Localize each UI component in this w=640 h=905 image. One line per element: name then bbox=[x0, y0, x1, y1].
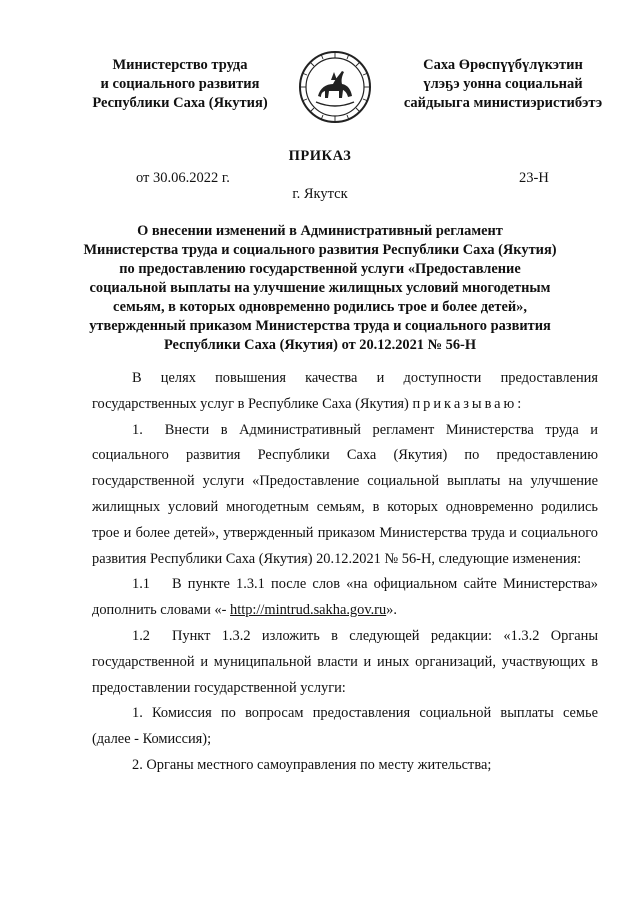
document-title bbox=[60, 222, 580, 355]
ministry-name-russian bbox=[80, 56, 280, 113]
document-number: 23-Н bbox=[519, 170, 549, 186]
header-line: сайдыыга министиэристибэтэ bbox=[403, 95, 603, 111]
title-line: О внесении изменений в Административный регламент bbox=[137, 223, 503, 239]
paragraph-1-1 bbox=[92, 572, 598, 624]
document-type: ПРИКАЗ bbox=[288, 148, 352, 164]
item-number: 1. bbox=[132, 421, 143, 438]
list-item-commission: 1. Комиссия по вопросам предоставления социальной выплаты семье (далее - Комиссия); bbox=[92, 705, 598, 748]
title-line: социальной выплаты на улучшение жилищных условий многодетным bbox=[89, 280, 551, 296]
coat-of-arms-icon bbox=[298, 50, 372, 124]
title-line: Министерства труда и социального развития Республики Саха (Якутия) bbox=[83, 242, 557, 258]
paragraph-text: В пункте 1.3.1 после слов «на официальном сайте Министерства» дополнить словами «- bbox=[92, 576, 598, 619]
title-line: по предоставлению государственной услуги «Предоставление bbox=[119, 261, 521, 277]
item-number: 1.1 bbox=[132, 576, 150, 593]
paragraph-1 bbox=[92, 418, 598, 573]
paragraph-text: Внести в Административный регламент Министерства труда и социального развития Республики Саха (Якутия) по предоставлению государственной услуги «Предоставление социальной выплаты на улучшение жилищных условий многодетным семьям, в которых одновременно родились трое и более детей», утвержденный приказом Министерства труда и социального развития Республики Саха (Якутия) 20.12.2021 № 56-Н, следующие изменения: bbox=[92, 421, 598, 567]
header-line: Республики Саха (Якутия) bbox=[92, 95, 268, 111]
title-line: утвержденный приказом Министерства труда и социального развития bbox=[89, 318, 551, 334]
paragraph-end: ». bbox=[386, 602, 397, 619]
header-line: и социального развития bbox=[100, 76, 260, 92]
title-line: семьям, в которых одновременно родились трое и более детей», bbox=[113, 299, 527, 315]
item-number: 1.2 bbox=[132, 627, 150, 644]
ministry-website-link[interactable]: http://mintrud.sakha.gov.ru bbox=[230, 602, 387, 619]
document-city: г. Якутск bbox=[292, 186, 348, 202]
title-line: Республики Саха (Якутия) от 20.12.2021 № 56-Н bbox=[163, 337, 477, 353]
header-line: Министерство труда bbox=[112, 57, 248, 73]
list-item-local-government: 2. Органы местного самоуправления по месту жительства; bbox=[132, 756, 492, 773]
header-line: үлэҕэ уонна социальнай bbox=[423, 76, 583, 92]
document-date: от 30.06.2022 г. bbox=[136, 170, 230, 186]
order-word: приказываю: bbox=[412, 395, 525, 412]
paragraph-1-2 bbox=[92, 624, 598, 701]
preamble-paragraph bbox=[92, 366, 598, 418]
preamble-text: В целях повышения качества и доступности предоставления государственных услуг в Республике Саха (Якутия) bbox=[92, 370, 598, 412]
paragraph-text: Пункт 1.3.2 изложить в следующей редакции: «1.3.2 Органы государственной и муниципальной власти и иных организаций, участвующих в предоставлении государственной услуги: bbox=[92, 627, 598, 696]
document-body bbox=[92, 366, 598, 779]
ministry-name-yakut bbox=[388, 56, 618, 113]
header-line: Саха Өрөспүүбүлүкэтин bbox=[423, 57, 583, 73]
